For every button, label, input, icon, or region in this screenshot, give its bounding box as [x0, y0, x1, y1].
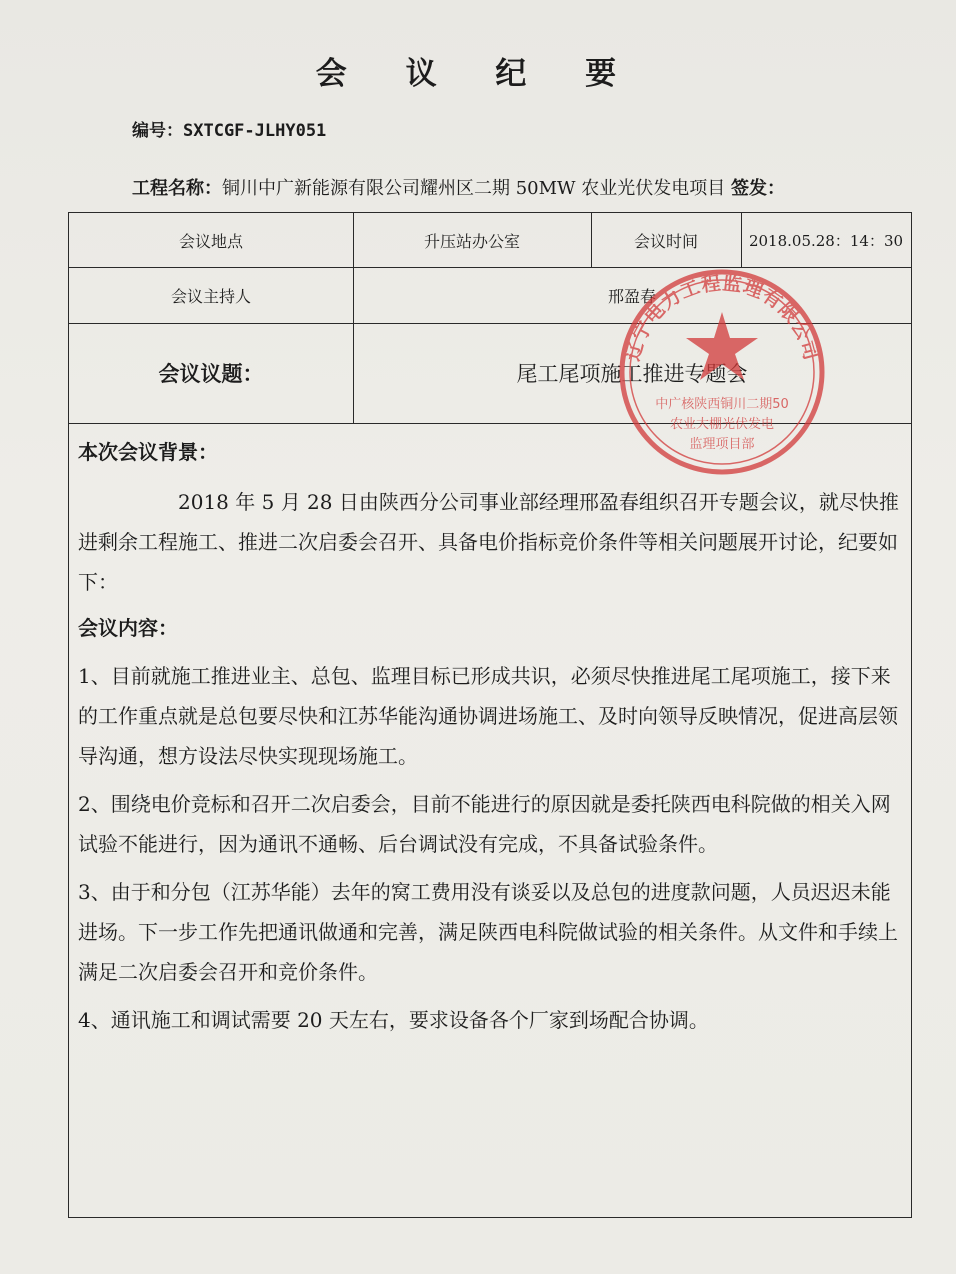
project-name: 铜川中广新能源有限公司耀州区二期 50MW 农业光伏发电项目 [222, 178, 726, 199]
seal-inner-text-2: 农业大棚光伏发电 [669, 417, 775, 432]
time-value: 2018.05.28：14：30 [748, 231, 904, 250]
content-item-3: 3、由于和分包（江苏华能）去年的窝工费用没有谈妥以及总包的进度款问题，人员迟迟未能进场。下一步工作先把通讯做通和完善，满足陕西电科院做试验的相关条件。从文件和手续上满足二次启委会召开和竞价条件。 [78, 880, 898, 984]
seal-inner-text-1: 中广核陕西铜川二期50 [655, 397, 789, 412]
location-value: 升压站办公室 [423, 231, 520, 251]
project-label: 工程名称： [132, 178, 222, 199]
meeting-body [78, 432, 908, 1040]
location-label: 会议地点 [178, 231, 243, 251]
background-paragraph: 2018 年 5 月 28 日由陕西分公司事业部经理邢盈春组织召开专题会议，就尽快推进剩余工程施工、推进二次启委会召开、具备电价指标竞价条件等相关问题展开讨论，纪要如下： [78, 490, 899, 594]
host-value: 邢盈春 [607, 286, 656, 306]
topic-value: 尾工尾项施工推进专题会 [516, 362, 748, 386]
document-number: 编号：SXTCGF-JLHY051 [132, 121, 327, 141]
project-line [132, 174, 785, 200]
document-title: 会 议 纪 要 [315, 56, 641, 92]
topic-label: 会议议题： [158, 362, 264, 386]
content-item-1: 1、目前就施工推进业主、总包、监理目标已形成共识，必须尽快推进尾工尾项施工，接下来的工作重点就是总包要尽快和江苏华能沟通协调进场施工、及时向领导反映情况，促进高层领导沟通，想方设法尽快实现现场施工。 [78, 664, 898, 768]
content-item-4: 4、通讯施工和调试需要 20 天左右，要求设备各个厂家到场配合协调。 [78, 1008, 709, 1032]
content-item-2: 2、围绕电价竞标和召开二次启委会，目前不能进行的原因就是委托陕西电科院做的相关入网试验不能进行，因为通讯不通畅、后台调试没有完成，不具备试验条件。 [78, 792, 891, 856]
background-heading: 本次会议背景： [78, 440, 218, 464]
seal-inner-text-3: 监理项目部 [689, 437, 755, 452]
seal-outer-text: 辽宁电力工程监理有限公司 [621, 272, 823, 364]
host-label: 会议主持人 [170, 286, 251, 306]
time-label: 会议时间 [633, 231, 698, 251]
sign-label: 签发： [731, 178, 786, 199]
content-heading: 会议内容： [78, 616, 178, 640]
